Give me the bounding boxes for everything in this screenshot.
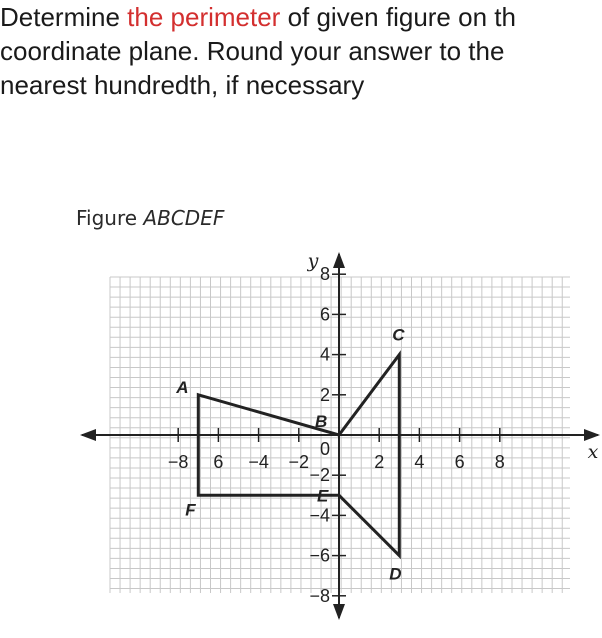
- y-tick-label: 4: [319, 344, 330, 365]
- question-text: [0, 0, 602, 102]
- y-axis-arrow-up: [333, 252, 345, 268]
- question-line-1-start: Determine: [0, 2, 128, 32]
- point-label-d: D: [389, 564, 402, 584]
- point-label-c: C: [392, 325, 405, 345]
- origin-label: 0: [319, 439, 330, 459]
- x-tick-label: 4: [414, 452, 425, 472]
- question-line-2: coordinate plane. Round your answer to the: [0, 36, 505, 66]
- y-axis-arrow-down: [333, 604, 345, 620]
- y-tick-label: −6: [309, 545, 330, 566]
- x-axis-arrow-left: [80, 429, 96, 441]
- y-tick-label: −2: [309, 465, 330, 486]
- coordinate-plane: [0, 240, 602, 638]
- x-tick-label: −8: [167, 452, 189, 472]
- x-tick-label: 8: [494, 452, 505, 472]
- x-axis-label: x: [587, 441, 599, 463]
- figure-title-name: ABCDEF: [143, 206, 225, 230]
- question-highlight: the perimeter: [127, 2, 281, 32]
- y-tick-label: 8: [319, 264, 330, 285]
- y-tick-label: 6: [319, 304, 330, 325]
- figure-title-prefix: Figure: [76, 206, 144, 230]
- point-label-e: E: [317, 486, 329, 506]
- y-axis-label: y: [307, 250, 319, 272]
- question-line-1: [0, 0, 602, 34]
- x-tick-label: 6: [454, 452, 465, 472]
- x-tick-label: 2: [374, 452, 385, 472]
- point-label-a: A: [176, 377, 189, 397]
- point-label-f: F: [185, 500, 196, 520]
- question-line-3: nearest hundredth, if necessary: [0, 70, 365, 100]
- y-tick-label: −4: [309, 505, 330, 526]
- y-tick-label: 2: [319, 384, 330, 405]
- x-axis-arrow-right: [584, 429, 600, 441]
- x-tick-label: 6: [213, 452, 224, 472]
- point-label-b: B: [315, 412, 328, 431]
- y-tick-label: −8: [309, 585, 330, 606]
- x-tick-label: −2: [288, 452, 310, 472]
- question-line-1-end: of given figure on th: [280, 2, 516, 32]
- figure-title: [76, 206, 224, 230]
- x-tick-label: −4: [248, 452, 269, 472]
